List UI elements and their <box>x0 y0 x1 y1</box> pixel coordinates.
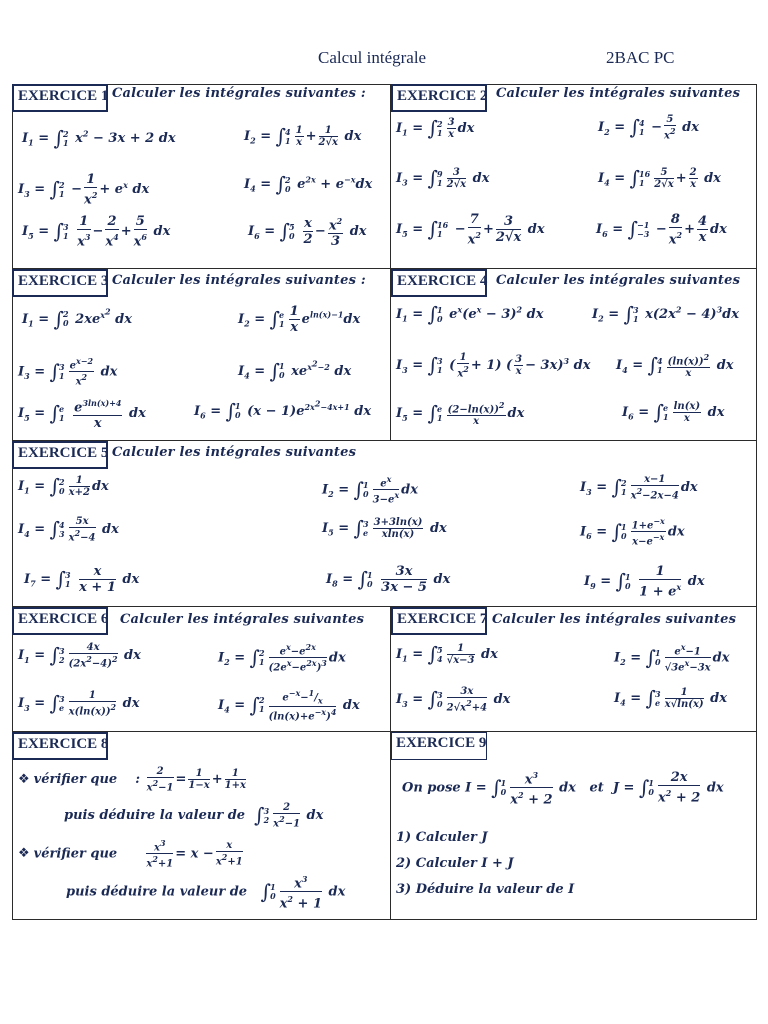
exercise-2-instruction: Calculer les intégrales suivantes <box>496 86 741 101</box>
exercise-6-label: EXERCICE 6 <box>12 607 108 635</box>
row-divider <box>12 731 757 732</box>
ex7-integral-1: $I_1$ = ∫ 5 4 $\frac{1}{√x-3}$ dx <box>396 642 498 666</box>
ex6-integral-2: $I_2$ = ∫ 2 1 $\frac{e^x-e^{2x}}{(2e^x-e^{2x})^3}$ dx <box>218 642 346 674</box>
ex8-verify-2: ❖ vérifier que $\frac{x^3}{x^2+1}$ = x − $\frac{x}{x^2+1}$ <box>18 838 243 870</box>
exercise-6-instruction: Calculer les intégrales suivantes <box>120 612 365 627</box>
ex1-integral-4: $I_4$ = ∫ 2 0 $e^{2x} + e^{-x}dx$ <box>244 172 373 196</box>
ex3-integral-2: $I_2$ = ∫ e 1 $\frac{1}{x}$ $e^{ln(x)-1}dx$ <box>238 304 361 335</box>
ex1-integral-1: $I_1$ = ∫ 2 1 $x^2 - 3x + 2$ dx <box>22 126 176 150</box>
ex2-integral-1: $I_1$ = ∫ 2 1 $\frac{3}{x}$ dx <box>396 116 475 140</box>
ex5-integral-1: $I_1$ = ∫ 2 0 $\frac{1}{x+2}$ dx <box>18 474 109 498</box>
ex1-integral-5: $I_5$ = ∫ 3 1 $\frac{1}{x^3}$ − $\frac{2}{x^4}$ + $\frac{5}{x^6}$ dx <box>22 214 171 250</box>
ex4-integral-3: $I_3$ = ∫ 3 1 ( $\frac{1}{x^2}$ + 1) ( $\frac{3}{x}$ − 3x)$^3$ dx <box>396 352 591 380</box>
exercise-3-label: EXERCICE 3 <box>12 269 108 297</box>
exercise-2-label: EXERCICE 2 <box>391 84 487 112</box>
ex4-integral-5: $I_5$ = ∫ e 1 $\frac{(2-\ln(x))^2}{x}$ dx <box>396 400 525 428</box>
ex9-question-2: 2) Calculer I + J <box>396 856 514 871</box>
ex5-integral-4: $I_4$ = ∫ 4 3 $\frac{5x}{x^2-4}$ dx <box>18 516 119 544</box>
exercise-3-instruction: Calculer les intégrales suivantes : <box>112 273 366 288</box>
ex9-on-pose: On pose <box>402 780 461 796</box>
exercise-4-label: EXERCICE 4 <box>391 269 487 297</box>
exercise-1-instruction: Calculer les intégrales suivantes : <box>112 86 366 101</box>
ex8-deduce-1: puis déduire la valeur de ∫ 3 2 $\frac{2}{x^2-1}$ dx <box>64 802 324 830</box>
ex5-integral-3: $I_3$ = ∫ 2 1 $\frac{x-1}{x^2-2x-4}$ dx <box>580 474 698 502</box>
column-divider <box>390 84 391 440</box>
exercise-4-instruction: Calculer les intégrales suivantes <box>496 273 741 288</box>
ex4-integral-1: $I_1$ = ∫ 1 0 $e^x(e^x - 3)^2$ dx <box>396 302 544 326</box>
ex5-integral-2: $I_2$ = ∫ 1 0 $\frac{e^x}{3-e^x}$ dx <box>322 474 418 506</box>
ex3-integral-5: $I_5$ = ∫ e 1 $\frac{e^{3ln(x)+4}}{x}$ dx <box>18 398 146 432</box>
exercise-7-label: EXERCICE 7 <box>391 607 487 635</box>
ex9-definitions: On pose I = ∫ 1 0 $\frac{x^3}{x^2 + 2}$ dx et J = ∫ 1 0 $\frac{2x}{x^2 + 2}$ dx <box>402 770 724 808</box>
row-divider <box>12 606 757 607</box>
exercise-5-instruction: Calculer les intégrales suivantes <box>112 445 357 460</box>
ex3-integral-4: $I_4$ = ∫ 1 0 $xe^{x^2-2}$ dx <box>238 358 352 383</box>
exercise-5-label: EXERCICE 5 <box>12 441 108 469</box>
ex6-integral-4: $I_4$ = ∫ 2 1 $\frac{e^{-x}-^1/_x}{(\ln(x)+e^{-x})^4}$ dx <box>218 688 360 723</box>
ex8-verify-text-2: vérifier que <box>33 846 118 862</box>
ex5-integral-7: $I_7$ = ∫ 3 1 $\frac{x}{x + 1}$ dx <box>24 564 140 595</box>
ex3-integral-1: $I_1$ = ∫ 2 0 $2xe^{x^2}$ dx <box>22 306 132 331</box>
ex8-deduce-text-2: puis déduire la valeur de <box>66 884 248 900</box>
ex7-integral-3: $I_3$ = ∫ 3 0 $\frac{3x}{2√x^2+4}$ dx <box>396 686 511 714</box>
ex1-integral-3: $I_3$ = ∫ 2 1 − $\frac{1}{x^2}$ + $e^x$ dx <box>18 172 150 208</box>
ex5-integral-6: $I_6$ = ∫ 1 0 $\frac{1+e^{-x}}{x-e^{-x}}$ dx <box>580 516 685 548</box>
ex1-integral-6: $I_6$ = ∫ 5 0 $\frac{x}{2}$ − $\frac{x^2}{3}$ dx <box>248 216 367 250</box>
exercise-1-label: EXERCICE 1 <box>12 84 108 112</box>
ex4-integral-4: $I_4$ = ∫ 4 1 $\frac{(\ln(x))^2}{x}$ dx <box>616 352 734 380</box>
ex8-verify-1: ❖ vérifier que : $\frac{2}{x^2-1}$ = $\frac{1}{1-x}$ + $\frac{1}{1+x}$ <box>18 766 246 794</box>
ex8-deduce-text-1: puis déduire la valeur de <box>64 808 246 824</box>
ex7-integral-4: $I_4$ = ∫ 3 e $\frac{1}{x√\ln(x)}$ dx <box>614 686 728 710</box>
ex5-integral-9: $I_9$ = ∫ 1 0 $\frac{1}{1 + e^x}$ dx <box>584 564 705 600</box>
ex9-question-3: 3) Déduire la valeur de I <box>396 882 575 897</box>
ex6-integral-3: $I_3$ = ∫ 3 e $\frac{1}{x(\ln(x))^2}$ dx <box>18 690 140 718</box>
ex9-question-1: 1) Calculer J <box>396 830 488 845</box>
exercise-8-label: EXERCICE 8 <box>12 732 108 760</box>
row-divider <box>12 440 757 441</box>
ex2-integral-5: $I_5$ = ∫ 16 1 − $\frac{7}{x^2}$ + $\frac{3}{2√x}$ dx <box>396 212 545 248</box>
ex8-verify-text-1: vérifier que <box>33 772 118 788</box>
ex2-integral-6: $I_6$ = ∫ −1 −3 − $\frac{8}{x^2}$ + $\frac{4}{x}$ dx <box>596 212 727 248</box>
ex3-integral-3: $I_3$ = ∫ 3 1 $\frac{e^{x-2}}{x^2}$ dx <box>18 356 118 388</box>
document-title: Calcul intégrale <box>318 48 427 67</box>
ex8-deduce-2: puis déduire la valeur de ∫ 1 0 $\frac{x^3}{x^2 + 1}$ dx <box>66 874 346 912</box>
ex2-integral-4: $I_4$ = ∫ 16 1 $\frac{5}{2√x}$ + $\frac{2}{x}$ dx <box>598 166 721 190</box>
ex6-integral-1: $I_1$ = ∫ 3 2 $\frac{4x}{(2x^2-4)^2}$ dx <box>18 642 141 670</box>
ex3-integral-6: $I_6$ = ∫ 1 0 $(x - 1)e^{2x^2-4x+1}$ dx <box>194 398 372 423</box>
ex9-et: et <box>589 780 604 796</box>
column-divider <box>390 606 391 920</box>
ex2-integral-3: $I_3$ = ∫ 9 1 $\frac{3}{2√x}$ dx <box>396 166 490 190</box>
exercise-9-label: EXERCICE 9 <box>391 732 487 760</box>
ex1-integral-2: $I_2$ = ∫ 4 1 $\frac{1}{x}$ + $\frac{1}{2√x}$ dx <box>244 124 362 148</box>
ex7-integral-2: $I_2$ = ∫ 1 0 $\frac{e^x-1}{√3e^x-3x}$ dx <box>614 642 730 674</box>
ex2-integral-2: $I_2$ = ∫ 4 1 − $\frac{5}{x^2}$ dx <box>598 114 699 142</box>
exercise-7-instruction: Calculer les intégrales suivantes <box>492 612 737 627</box>
ex4-integral-2: $I_2$ = ∫ 3 1 $x(2x^2 - 4)^3dx$ <box>592 302 739 326</box>
ex5-integral-5: $I_5$ = ∫ 3 e $\frac{3+3\ln(x)}{xln(x)}$ dx <box>322 516 447 540</box>
row-divider <box>12 268 757 269</box>
ex4-integral-6: $I_6$ = ∫ e 1 $\frac{\ln(x)}{x}$ dx <box>622 400 725 424</box>
class-level: 2BAC PC <box>606 48 675 67</box>
ex5-integral-8: $I_8$ = ∫ 1 0 $\frac{3x}{3x - 5}$ dx <box>326 564 451 595</box>
